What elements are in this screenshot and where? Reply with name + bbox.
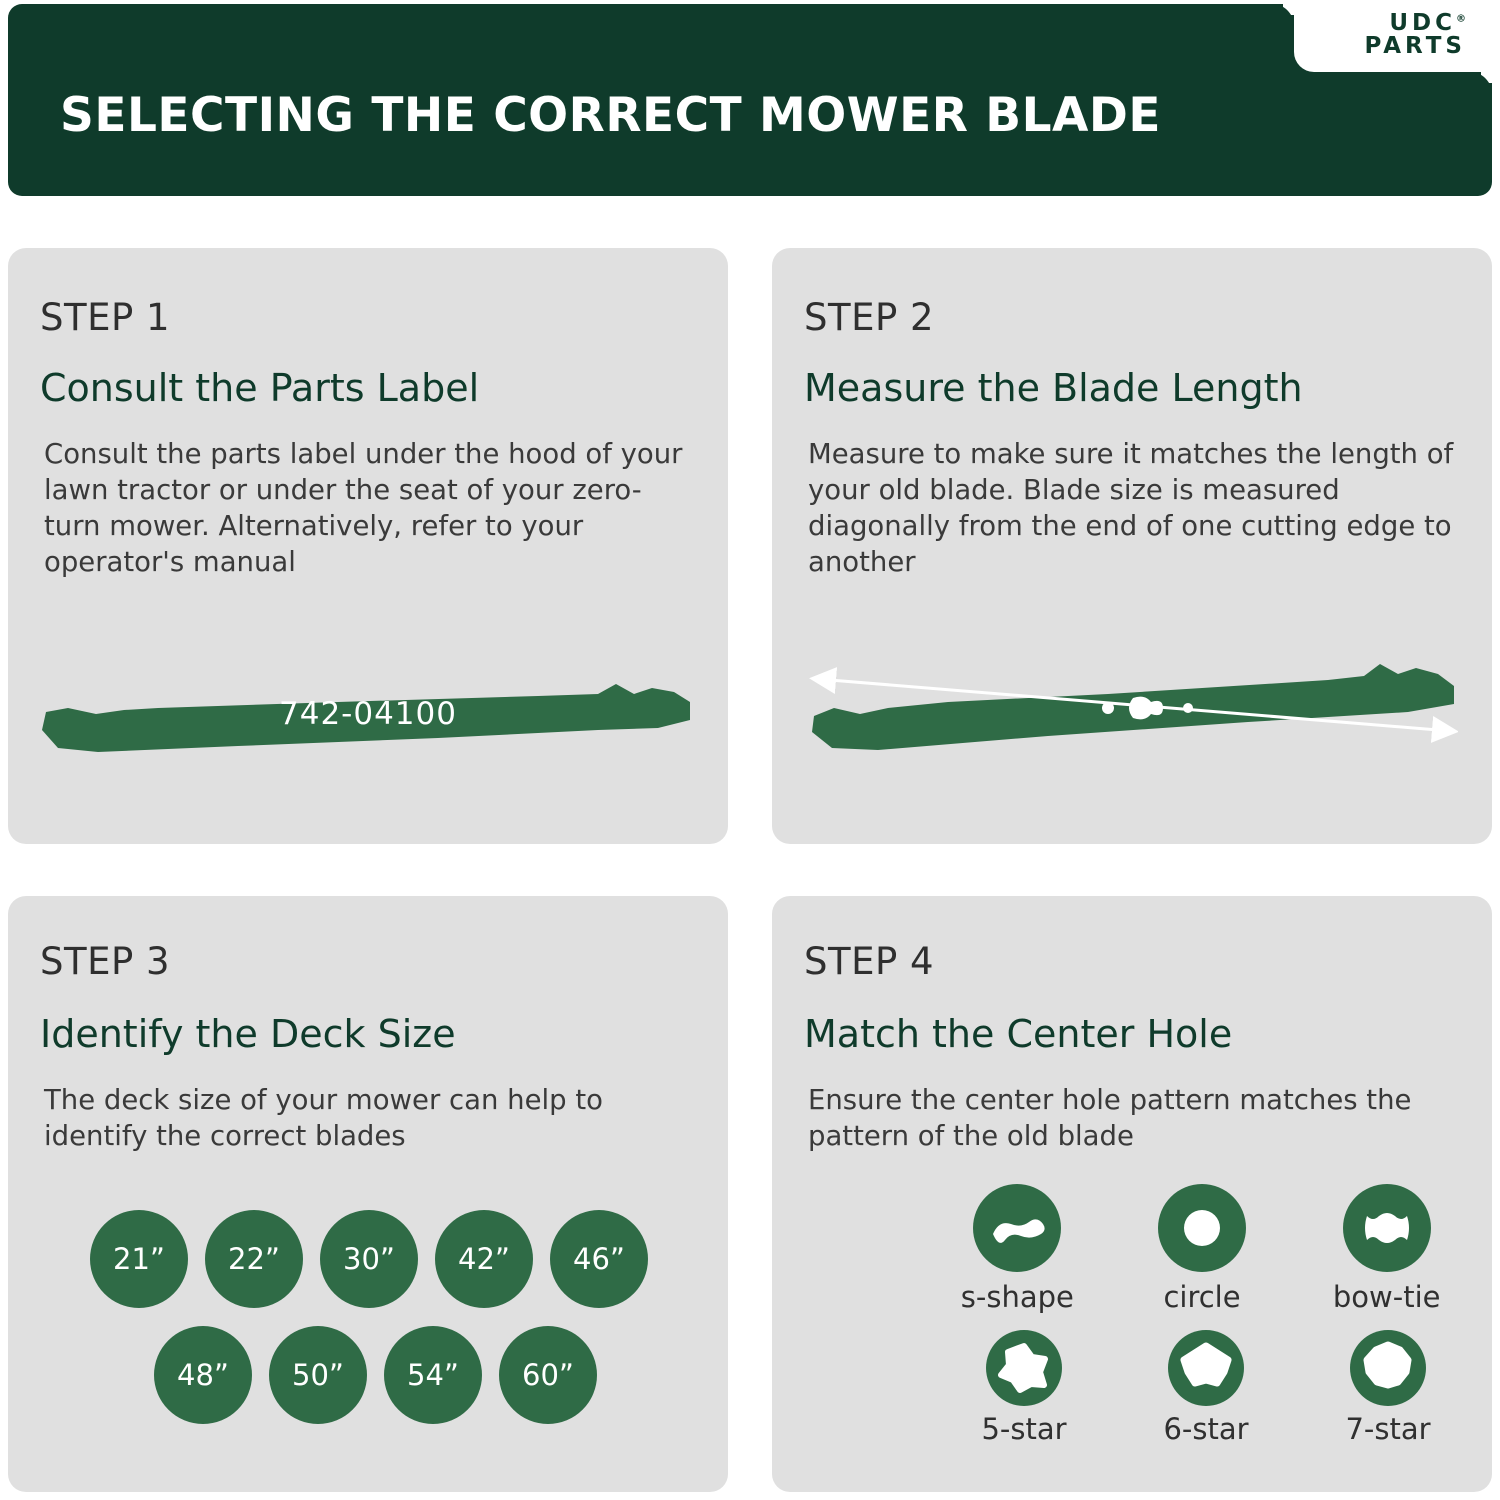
deck-size-row-1 xyxy=(90,1210,648,1308)
hole-pattern-label: 6-star xyxy=(1163,1412,1249,1446)
blade-icon xyxy=(38,668,698,778)
step-body: Ensure the center hole pattern matches the pattern of the old blade xyxy=(808,1084,1412,1153)
bow-tie-icon xyxy=(1343,1184,1431,1272)
6-star-icon xyxy=(1168,1330,1244,1406)
step-heading: Consult the Parts Label xyxy=(40,366,480,410)
hole-pattern-label: circle xyxy=(1163,1280,1241,1314)
deck-size-row-2 xyxy=(154,1326,597,1424)
hole-pattern-label: 5-star xyxy=(981,1412,1067,1446)
step-body: Consult the parts label under the hood of your lawn tractor or under the seat of your zero-turn mower. Alternatively, refer to your operator's manual xyxy=(44,438,683,579)
step-card-3 xyxy=(8,896,728,1492)
center-hole-row-2 xyxy=(950,1330,1462,1446)
hole-pattern-item xyxy=(1132,1330,1280,1446)
blade-with-diagonal-icon xyxy=(808,658,1458,778)
page-title: SELECTING THE CORRECT MOWER BLADE xyxy=(60,88,1162,143)
mower-blade-measure-illustration xyxy=(808,658,1458,778)
hole-pattern-item xyxy=(1311,1184,1462,1314)
registered-mark-icon: ® xyxy=(1456,13,1466,25)
seven-star-hole-icon xyxy=(1350,1330,1426,1406)
step-label: STEP 4 xyxy=(804,940,935,983)
deck-size-badge: 46” xyxy=(550,1210,648,1308)
deck-size-badge: 30” xyxy=(320,1210,418,1308)
header-banner xyxy=(8,4,1492,196)
deck-size-badge: 42” xyxy=(435,1210,533,1308)
center-hole-row-1 xyxy=(942,1184,1462,1314)
circle-icon xyxy=(1158,1184,1246,1272)
step-card-1 xyxy=(8,248,728,844)
5-star-icon xyxy=(986,1330,1062,1406)
part-number-label: 742-04100 xyxy=(279,696,457,732)
step-card-4 xyxy=(772,896,1492,1492)
deck-size-badge: 22” xyxy=(205,1210,303,1308)
five-star-hole-icon xyxy=(986,1330,1062,1406)
six-star-hole-icon xyxy=(1168,1330,1244,1406)
7-star-icon xyxy=(1350,1330,1426,1406)
step-heading: Match the Center Hole xyxy=(804,1012,1233,1056)
deck-size-badge: 50” xyxy=(269,1326,367,1424)
hole-pattern-label: bow-tie xyxy=(1332,1280,1441,1314)
hole-pattern-item xyxy=(950,1330,1098,1446)
center-hole-pattern-group xyxy=(942,1184,1462,1446)
deck-size-badge: 54” xyxy=(384,1326,482,1424)
step-heading: Measure the Blade Length xyxy=(804,366,1303,410)
bow-tie-hole-icon xyxy=(1343,1184,1431,1272)
deck-size-badge: 60” xyxy=(499,1326,597,1424)
hole-pattern-item xyxy=(942,1184,1093,1314)
step-label: STEP 3 xyxy=(40,940,171,983)
s-shape-icon xyxy=(973,1184,1061,1272)
deck-size-badge: 48” xyxy=(154,1326,252,1424)
step-body: The deck size of your mower can help to identify the correct blades xyxy=(44,1084,603,1153)
step-body: Measure to make sure it matches the length of your old blade. Blade size is measured diagonally from the end of one cutting edge to another xyxy=(808,438,1454,579)
logo-line-1: UDC® xyxy=(1389,10,1466,36)
hole-pattern-label: s-shape xyxy=(960,1280,1074,1314)
hole-pattern-label: 7-star xyxy=(1345,1412,1431,1446)
step-card-2 xyxy=(772,248,1492,844)
hole-pattern-item xyxy=(1314,1330,1462,1446)
s-shape-hole-icon xyxy=(973,1184,1061,1272)
circle-hole-icon xyxy=(1158,1184,1246,1272)
step-label: STEP 2 xyxy=(804,296,935,339)
deck-size-badge: 21” xyxy=(90,1210,188,1308)
step-label: STEP 1 xyxy=(40,296,171,339)
mower-blade-illustration xyxy=(38,668,698,778)
hole-pattern-item xyxy=(1127,1184,1278,1314)
step-heading: Identify the Deck Size xyxy=(40,1012,456,1056)
logo-line-2: PARTS xyxy=(1364,33,1466,60)
brand-logo xyxy=(1365,12,1466,59)
